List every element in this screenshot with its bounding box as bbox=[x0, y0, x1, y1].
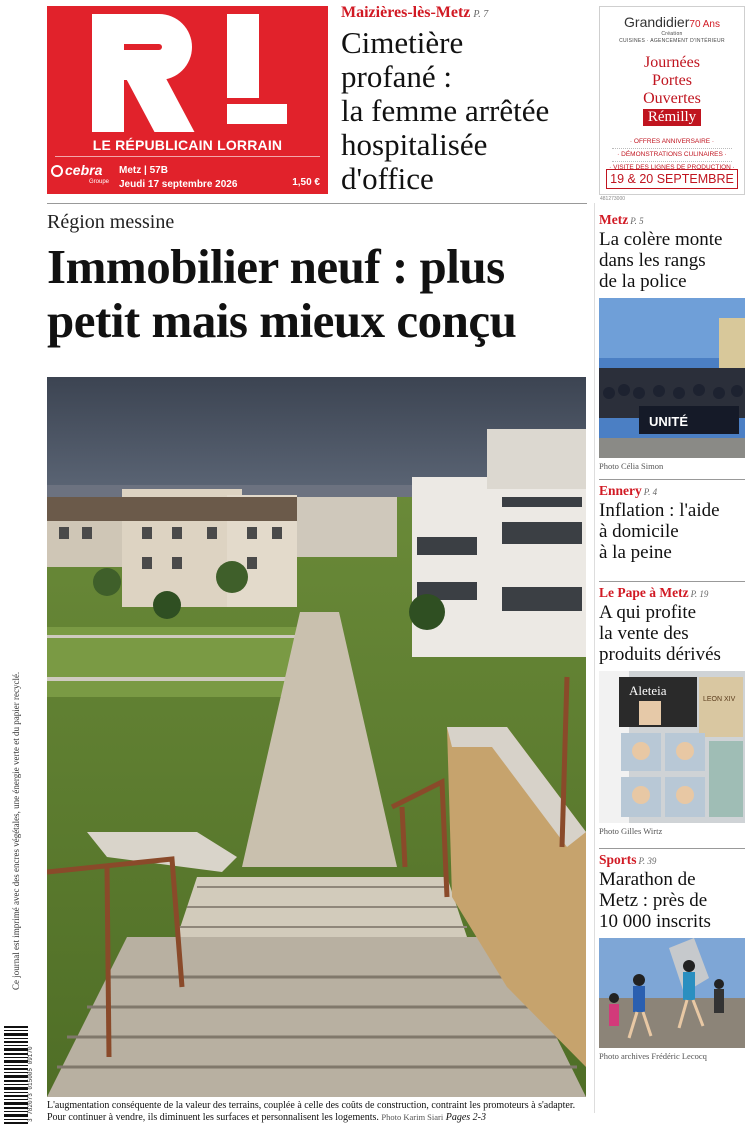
page-ref: P. 5 bbox=[630, 216, 644, 226]
sponsor-logo bbox=[51, 162, 113, 188]
headline-line: la vente des bbox=[599, 623, 689, 644]
housing-photo-illustration bbox=[47, 377, 586, 1097]
headline-line: dans les rangs bbox=[599, 250, 706, 271]
pages-ref: Pages 2-3 bbox=[445, 1111, 487, 1123]
page-ref: P. 4 bbox=[643, 487, 658, 497]
book-title: LEON XIV bbox=[703, 696, 736, 703]
ad-event bbox=[600, 54, 744, 108]
ad-brand-name: Grandidier bbox=[624, 14, 690, 30]
story-headline bbox=[599, 500, 745, 563]
story-pope-metz[interactable] bbox=[599, 581, 745, 836]
masthead-rule bbox=[55, 156, 320, 157]
ad-event-line: Ouvertes bbox=[643, 90, 701, 107]
headline-line: La colère monte bbox=[599, 229, 723, 250]
story-metz-police[interactable] bbox=[599, 212, 745, 471]
kicker-text: Sports bbox=[599, 852, 637, 867]
edition-label: Metz | 57B bbox=[119, 165, 168, 176]
headline-line: A qui profite bbox=[599, 602, 697, 623]
headline-line: à domicile bbox=[599, 521, 679, 542]
banner-text: UNITÉ bbox=[649, 414, 688, 429]
ad-offer: · DÉMONSTRATIONS CULINAIRES · bbox=[617, 151, 727, 158]
main-kicker: Région messine bbox=[47, 211, 175, 233]
pope-merchandise-photo bbox=[599, 671, 745, 823]
story-ennery-inflation[interactable] bbox=[599, 479, 745, 563]
barcode bbox=[4, 1026, 28, 1124]
headline-line: Metz : près de bbox=[599, 890, 708, 911]
story-headline bbox=[599, 229, 745, 292]
story-kicker bbox=[599, 852, 745, 868]
story-headline bbox=[599, 602, 745, 665]
column-divider bbox=[594, 203, 595, 1113]
top-teaser-headline bbox=[341, 26, 591, 196]
masthead[interactable] bbox=[47, 6, 328, 194]
photo-credit: Photo archives Frédéric Lecocq bbox=[599, 1051, 707, 1061]
headline-line: Inflation : l'aide bbox=[599, 500, 720, 521]
headline-line: d'office bbox=[341, 161, 434, 196]
headline-line: hospitalisée bbox=[341, 127, 488, 162]
story-kicker bbox=[599, 212, 745, 228]
ad-reference: 481273000 bbox=[600, 196, 626, 202]
headline-line: 10 000 inscrits bbox=[599, 911, 711, 932]
edition-info bbox=[119, 164, 237, 192]
main-photo[interactable] bbox=[47, 377, 586, 1097]
main-headline[interactable] bbox=[47, 240, 592, 348]
issue-date: Jeudi 17 septembre 2026 bbox=[119, 179, 238, 190]
sponsor-name: cebra bbox=[65, 162, 103, 178]
print-note: Ce journal est imprimé avec des encres végétales, une énergie verte et du papier recyclé. bbox=[11, 671, 21, 990]
kicker-text: Le Pape à Metz bbox=[599, 585, 689, 600]
ad-years: 70 Ans bbox=[689, 19, 720, 30]
paper-name: LE RÉPUBLICAIN LORRAIN bbox=[92, 137, 283, 153]
headline-line: de la police bbox=[599, 271, 687, 292]
ad-place: Rémilly bbox=[643, 109, 701, 126]
story-kicker bbox=[599, 585, 745, 601]
logo-letter-r bbox=[92, 14, 210, 132]
magazine-title: Aleteia bbox=[629, 683, 667, 698]
ad-event-line: Portes bbox=[652, 72, 692, 89]
ad-brand bbox=[600, 14, 744, 30]
ad-offer: · VISITE DES LIGNES DE PRODUCTION · bbox=[609, 164, 735, 171]
divider bbox=[47, 203, 587, 204]
headline-line: profané : bbox=[341, 59, 453, 94]
kicker-text: Ennery bbox=[599, 483, 642, 498]
headline-line: petit mais mieux conçu bbox=[47, 293, 517, 348]
right-column bbox=[599, 212, 745, 1061]
headline-line: Marathon de bbox=[599, 869, 696, 890]
caption-text: L'augmentation conséquente de la valeur des terrains, couplée à celle des coûts de construction, contraint les promoteurs à s'adapter. Pour continuer à vendre, ils diminuent les surfaces et personnalisent les logements. bbox=[47, 1100, 576, 1123]
advertisement[interactable] bbox=[599, 6, 745, 195]
logo-letter-l bbox=[227, 14, 259, 98]
logo-letter-l-foot bbox=[227, 104, 287, 124]
story-kicker bbox=[599, 483, 745, 499]
ad-event-line: Journées bbox=[644, 54, 700, 71]
photo-credit: Photo Célia Simon bbox=[599, 461, 664, 471]
kicker-text: Metz bbox=[599, 212, 629, 227]
top-teaser[interactable] bbox=[341, 4, 591, 196]
sponsor-sub: Groupe bbox=[89, 179, 110, 185]
ad-tagline: Création bbox=[661, 31, 683, 37]
photo-credit: Photo Gilles Wirtz bbox=[599, 826, 663, 836]
kicker-text: Maizières-lès-Metz bbox=[341, 4, 471, 21]
ad-offer: · OFFRES ANNIVERSAIRE · bbox=[629, 138, 715, 145]
sponsor-ring-icon bbox=[51, 165, 63, 177]
headline-line: la femme arrêtée bbox=[341, 93, 550, 128]
story-sports-marathon[interactable] bbox=[599, 848, 745, 1061]
headline-line: à la peine bbox=[599, 542, 672, 563]
headline-line: Immobilier neuf : plus bbox=[47, 239, 505, 294]
photo-credit: Photo Karim Siari bbox=[381, 1111, 444, 1122]
barcode-number: 3 782073 015005 09170 bbox=[27, 1046, 34, 1122]
price: 1,50 € bbox=[292, 177, 320, 188]
ad-brand-sub: CUISINES · AGENCEMENT D'INTÉRIEUR bbox=[619, 38, 725, 44]
page-ref: P. 19 bbox=[690, 589, 709, 599]
marathon-runners-photo bbox=[599, 938, 745, 1048]
top-teaser-kicker bbox=[341, 4, 591, 22]
headline-line: produits dérivés bbox=[599, 644, 721, 665]
ad-dates: 19 & 20 SEPTEMBRE bbox=[606, 169, 738, 189]
page-ref: P. 7 bbox=[473, 9, 489, 20]
photo-caption bbox=[47, 1100, 587, 1123]
headline-line: Cimetière bbox=[341, 25, 464, 60]
story-headline bbox=[599, 869, 745, 932]
police-protest-photo bbox=[599, 298, 745, 458]
page-ref: P. 39 bbox=[638, 856, 657, 866]
